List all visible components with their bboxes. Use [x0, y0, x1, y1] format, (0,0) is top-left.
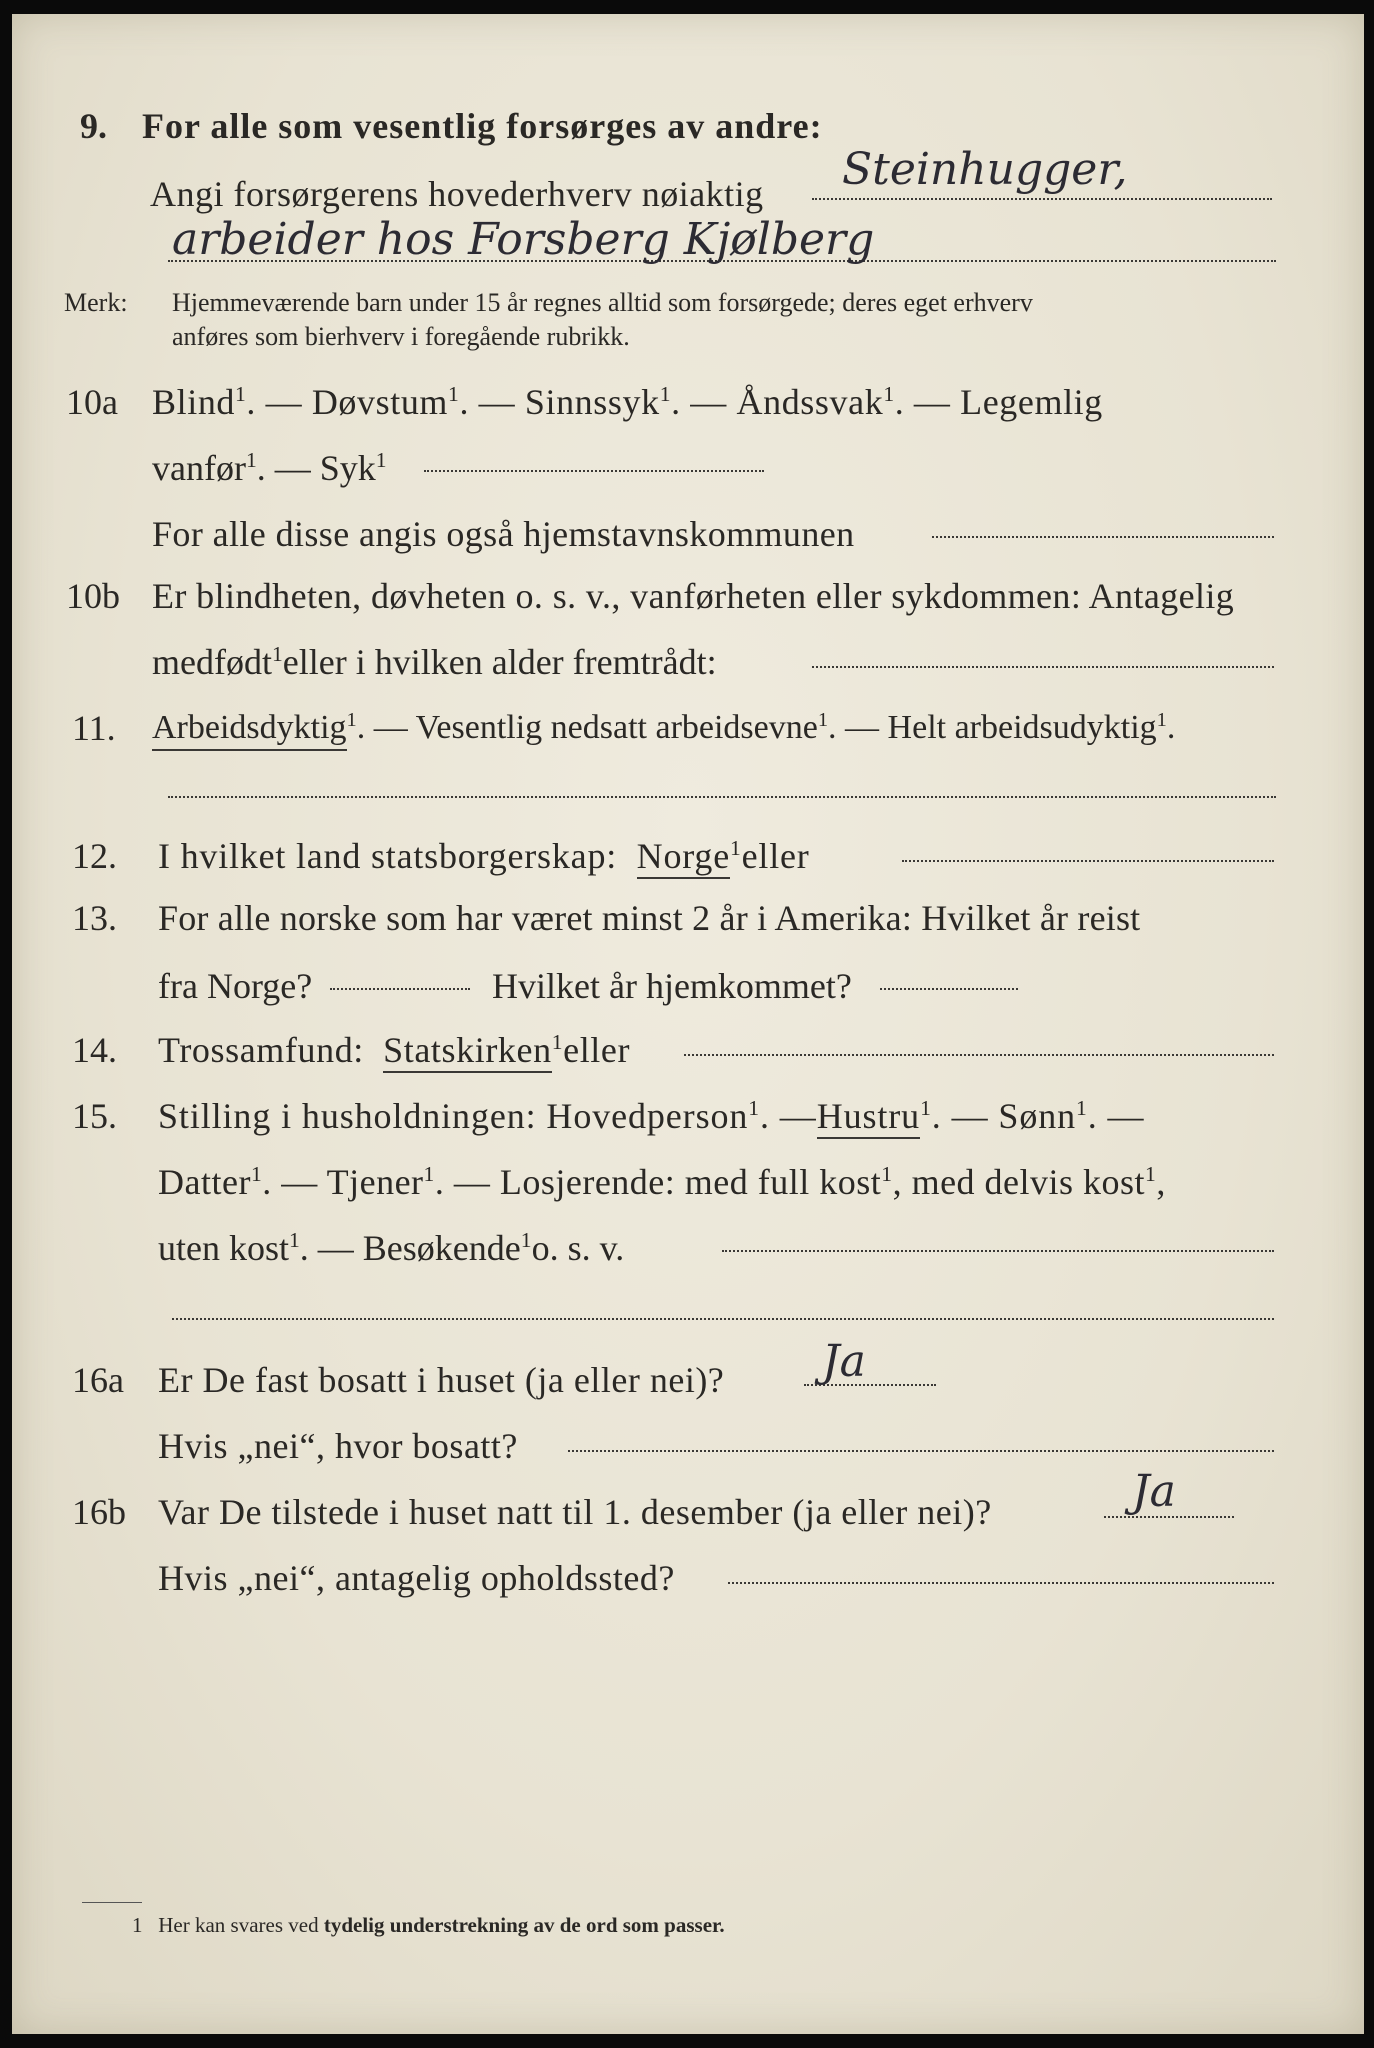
footnote-rule: [82, 1902, 142, 1903]
q16b-line-2: Hvis „nei“, antagelig opholdssted?: [158, 1558, 675, 1598]
q11-end: .: [1166, 709, 1176, 746]
q10a-andssvak: . — Åndssvak: [671, 382, 884, 422]
q11-line: Arbeidsdyktig1. — Vesentlig nedsatt arbeidsevne1. — Helt arbeidsudyktig1.: [152, 708, 1175, 751]
q10a-hjemstavn-answer-line: [932, 536, 1274, 538]
q15-hustru-underlined: Hustru: [817, 1096, 920, 1139]
q15-dash-end: . —: [1087, 1096, 1145, 1136]
q10a-legemlig: . — Legemlig: [894, 382, 1103, 422]
q12-line: I hvilket land statsborgerskap: Norge1eller: [158, 836, 810, 879]
q10a-syk: . — Syk: [256, 448, 376, 488]
q13-hjemkommet-label: Hvilket år hjemkommet?: [492, 966, 852, 1006]
q10b-number: 10b: [66, 576, 120, 616]
q13-hjemkommet-answer-line: [880, 988, 1018, 990]
q10a-number: 10a: [66, 382, 118, 422]
q14-prompt: Trossamfund:: [158, 1030, 364, 1070]
q16b-handwritten-answer: Ja: [1132, 1466, 1176, 1517]
q15-number: 15.: [72, 1096, 117, 1136]
footnote-mark: 1: [132, 1913, 143, 1937]
q13-reist-answer-line: [330, 988, 470, 990]
q11-answer-line: [168, 796, 1276, 798]
q15-answer-line-1: [722, 1250, 1274, 1252]
q9-note-line-1: Hjemmeværende barn under 15 år regnes alltid som forsørgede; deres eget erhverv: [172, 288, 1033, 317]
q10a-vanfor: vanfør: [152, 448, 246, 488]
q13-number: 13.: [72, 898, 117, 938]
q10b-medfodt: medfødt: [152, 642, 272, 682]
q14-number: 14.: [72, 1030, 117, 1070]
footnote-text-b: tydelig understrekning av de ord som passer.: [323, 1913, 725, 1937]
q12-number: 12.: [72, 836, 117, 876]
q14-answer-line: [684, 1054, 1274, 1056]
q10a-blind: Blind: [152, 382, 236, 422]
q16a-handwritten-answer: Ja: [822, 1336, 866, 1387]
q15-line-3: uten kost1. — Besøkende1o. s. v.: [158, 1228, 625, 1268]
q15-hovedperson: Stilling i husholdningen: Hovedperson: [158, 1096, 749, 1136]
q12-norge-underlined: Norge: [637, 836, 730, 879]
q9-handwritten-answer-1: Steinhugger,: [842, 144, 1128, 195]
q12-prompt: I hvilket land statsborgerskap:: [158, 836, 618, 876]
q10a-line-3: For alle disse angis også hjemstavnskommunen: [152, 514, 855, 554]
q15-besokende: . — Besøkende: [299, 1228, 521, 1268]
q9-answer-line-1: [812, 198, 1272, 200]
q11-arbeidsdyktig-underlined: Arbeidsdyktig: [152, 708, 347, 751]
q12-eller: eller: [741, 836, 810, 876]
q12-answer-line: [902, 860, 1274, 862]
q9-note-label: Merk:: [64, 288, 128, 317]
q10b-answer-line: [812, 666, 1274, 668]
q15-tjener: . — Tjener: [262, 1162, 424, 1202]
q15-osv: o. s. v.: [531, 1228, 625, 1268]
q16a-bosatt-answer-line: [568, 1450, 1274, 1452]
q15-dash: . —: [759, 1096, 817, 1136]
q11-udyktig: . — Helt arbeidsudyktig: [828, 709, 1157, 746]
q9-number: 9.: [80, 106, 107, 146]
q11-nedsatt: . — Vesentlig nedsatt arbeidsevne: [356, 709, 818, 746]
q16b-number: 16b: [72, 1492, 126, 1532]
q10a-sinnssyk: . — Sinnssyk: [459, 382, 660, 422]
q13-reist-label: fra Norge?: [158, 966, 313, 1006]
q15-line-1: Stilling i husholdningen: Hovedperson1. —Hustru1. — Sønn1. —: [158, 1096, 1144, 1139]
q13-line-1: For alle norske som har været minst 2 år i Amerika: Hvilket år reist: [158, 898, 1141, 938]
q15-line-2: Datter1. — Tjener1. — Losjerende: med full kost1, med delvis kost1,: [158, 1162, 1166, 1202]
footnote-text-a: Her kan svares ved: [158, 1913, 319, 1937]
q16a-line-2: Hvis „nei“, hvor bosatt?: [158, 1426, 518, 1466]
q10a-dovstum: . — Døvstum: [246, 382, 449, 422]
q15-full-kost: . — Losjerende: med full kost: [434, 1162, 882, 1202]
census-form-page: [12, 14, 1364, 2034]
q10a-syk-answer-line: [424, 470, 764, 472]
q14-line: Trossamfund: Statskirken1eller: [158, 1030, 630, 1073]
q10a-line-2: vanfør1. — Syk1: [152, 448, 387, 488]
q10b-line-2: medfødt1eller i hvilken alder fremtrådt:: [152, 642, 717, 682]
q10b-line-1: Er blindheten, døvheten o. s. v., vanførheten eller sykdommen: Antagelig: [152, 576, 1235, 616]
q15-datter: Datter: [158, 1162, 251, 1202]
q10a-line-1: Blind1. — Døvstum1. — Sinnssyk1. — Åndssvak1. — Legemlig: [152, 382, 1103, 422]
q15-delvis-kost: , med delvis kost: [892, 1162, 1146, 1202]
q16b-opholdssted-answer-line: [728, 1582, 1274, 1584]
q15-comma: ,: [1156, 1162, 1166, 1202]
q9-note-line-2: anføres som bierhverv i foregående rubrikk.: [172, 322, 630, 351]
q11-number: 11.: [72, 708, 116, 748]
q15-uten-kost: uten kost: [158, 1228, 289, 1268]
q15-answer-line-2: [172, 1318, 1274, 1320]
q16b-line-1: Var De tilstede i huset natt til 1. desember (ja eller nei)?: [158, 1492, 992, 1532]
q16a-line-1: Er De fast bosatt i huset (ja eller nei)?: [158, 1360, 725, 1400]
footnote: [132, 1912, 725, 1938]
q14-eller: eller: [563, 1030, 631, 1070]
q15-sonn: . — Sønn: [931, 1096, 1077, 1136]
q9-prompt: Angi forsørgerens hovederhverv nøiaktig: [150, 174, 764, 214]
q9-handwritten-answer-2: arbeider hos Forsberg Kjølberg: [172, 214, 875, 265]
q9-heading: For alle som vesentlig forsørges av andre:: [142, 106, 823, 146]
q16a-number: 16a: [72, 1360, 124, 1400]
q14-statskirken-underlined: Statskirken: [383, 1030, 552, 1073]
q10b-alder: eller i hvilken alder fremtrådt:: [282, 642, 717, 682]
